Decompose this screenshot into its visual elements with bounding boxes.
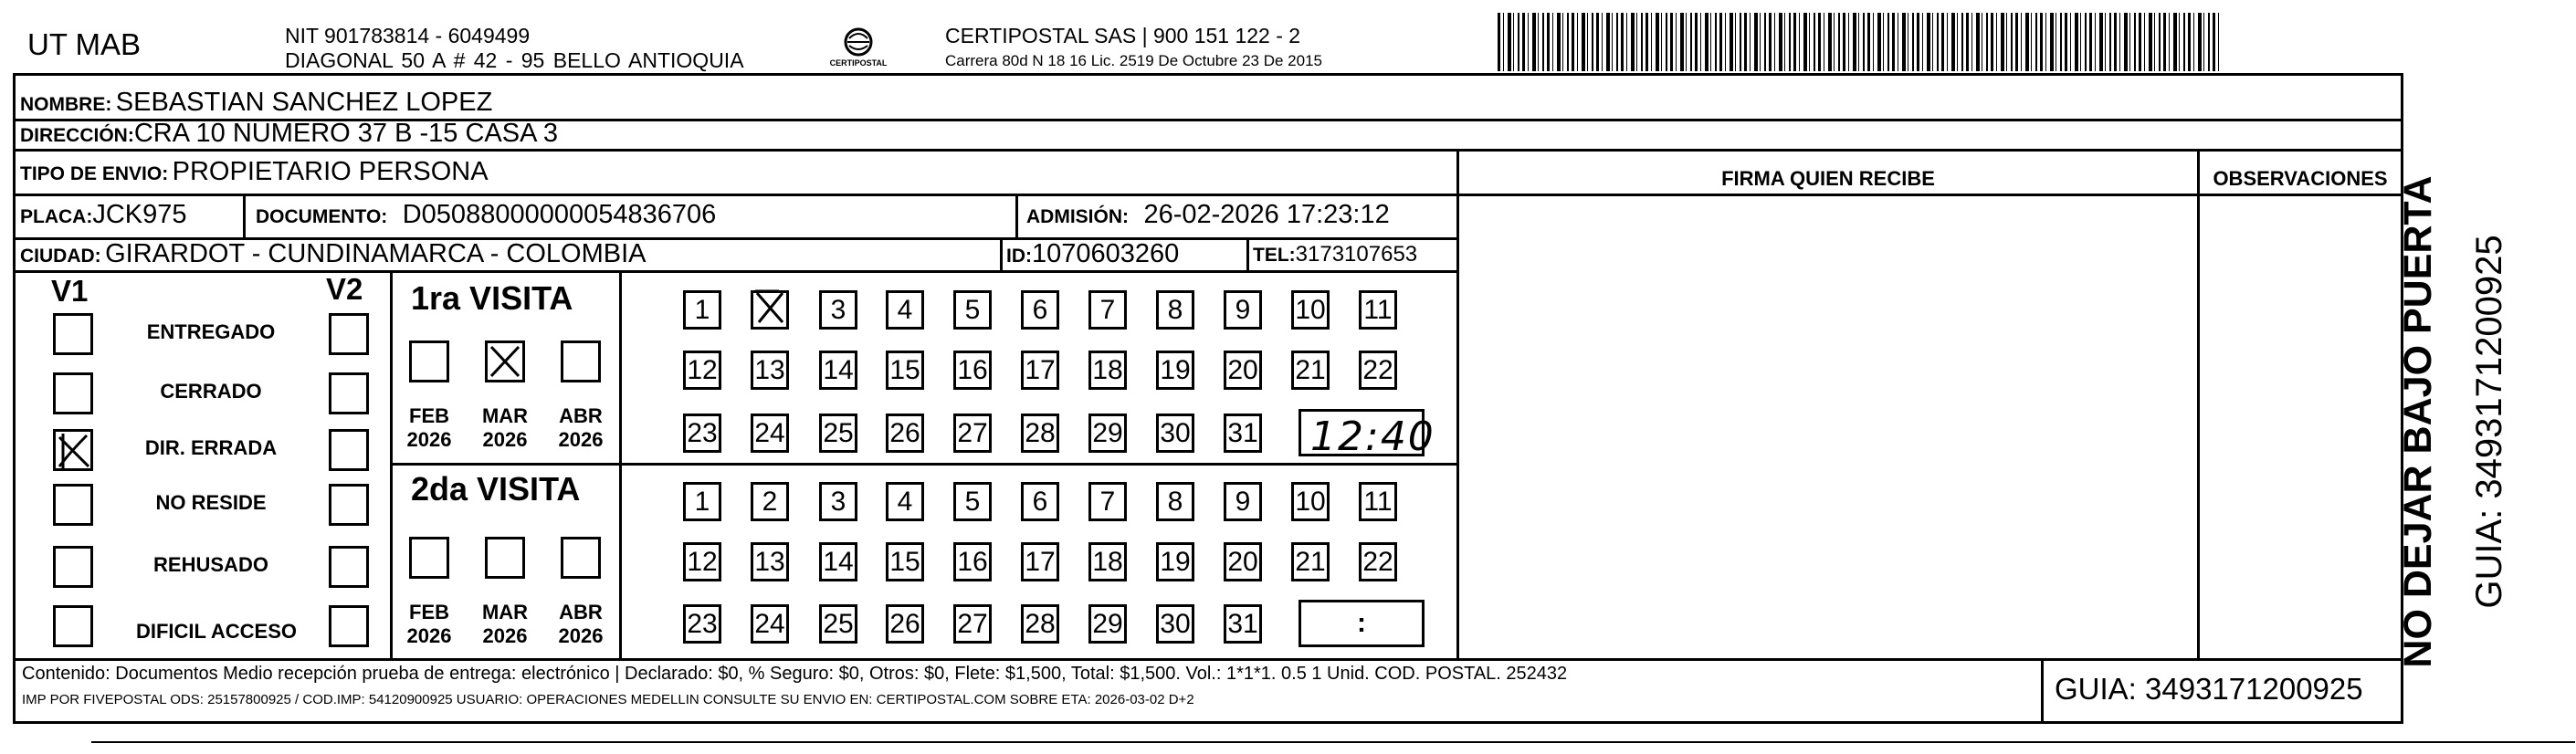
- document-value: D05088000000054836706: [402, 200, 717, 229]
- status-label: CERRADO: [160, 380, 262, 403]
- day-number: 1: [694, 295, 710, 325]
- v2-checkbox[interactable]: [329, 429, 369, 471]
- month-name: ABR: [559, 601, 603, 623]
- id-label: ID:: [1006, 246, 1032, 267]
- carrier-logo: [813, 26, 904, 71]
- side-guia: GUIA: 3493171200925: [2469, 235, 2509, 609]
- month-label: [478, 601, 532, 648]
- status-label: NO RESIDE: [155, 491, 267, 514]
- month-checkbox[interactable]: [561, 340, 601, 382]
- v2-checkbox[interactable]: [329, 372, 369, 414]
- day-number: 31: [1227, 609, 1258, 639]
- month-year: 2026: [558, 428, 604, 451]
- name-label: NOMBRE:: [20, 94, 112, 115]
- id-value: 1070603260: [1032, 239, 1180, 268]
- month-name: ABR: [559, 404, 603, 427]
- day-box[interactable]: [683, 542, 721, 581]
- v1-checkbox[interactable]: [53, 605, 93, 647]
- day-box[interactable]: [886, 351, 924, 390]
- day-number: 11: [1363, 295, 1393, 325]
- day-box[interactable]: [683, 604, 721, 644]
- day-number: 4: [897, 295, 913, 325]
- address-label: DIRECCIÓN:: [20, 125, 134, 146]
- month-label: [553, 601, 608, 648]
- day-number: 13: [754, 547, 785, 577]
- day-box[interactable]: [751, 604, 789, 644]
- day-box[interactable]: [953, 542, 992, 581]
- day-box[interactable]: [1359, 290, 1397, 330]
- day-number: 13: [754, 355, 785, 385]
- plate-value: JCK975: [92, 200, 187, 229]
- day-number: 6: [1032, 295, 1048, 325]
- day-box[interactable]: [953, 414, 992, 453]
- day-box[interactable]: [953, 351, 992, 390]
- month-checkbox[interactable]: [485, 537, 525, 579]
- logo-text: CERTIPOSTAL: [829, 58, 888, 68]
- v1-checkbox[interactable]: [53, 372, 93, 414]
- day-box[interactable]: [953, 604, 992, 644]
- month-checkbox[interactable]: [485, 340, 525, 382]
- day-box[interactable]: [1088, 351, 1127, 390]
- month-label: [553, 404, 608, 452]
- observations-header: OBSERVACIONES: [2213, 167, 2388, 190]
- day-box[interactable]: [751, 414, 789, 453]
- day-box[interactable]: [683, 290, 721, 330]
- day-box[interactable]: [751, 351, 789, 390]
- day-number: 5: [964, 487, 981, 517]
- day-box[interactable]: [1224, 482, 1262, 521]
- day-number: 24: [754, 609, 785, 639]
- day-box[interactable]: [819, 542, 857, 581]
- day-number: 21: [1295, 355, 1326, 385]
- day-number: 30: [1160, 418, 1191, 448]
- city-value: GIRARDOT - CUNDINAMARCA - COLOMBIA: [105, 239, 647, 268]
- day-box[interactable]: [1021, 351, 1059, 390]
- day-number: 8: [1167, 487, 1183, 517]
- v2-checkbox[interactable]: [329, 546, 369, 588]
- status-label: DIR. ERRADA: [144, 436, 278, 459]
- day-box[interactable]: [819, 290, 857, 330]
- day-number: 19: [1160, 355, 1191, 385]
- day-number: 27: [957, 418, 988, 448]
- month-year: 2026: [406, 624, 452, 647]
- day-box[interactable]: [886, 482, 924, 521]
- day-box[interactable]: [953, 482, 992, 521]
- day-number: 29: [1092, 609, 1123, 639]
- day-box[interactable]: [1291, 542, 1330, 581]
- day-box[interactable]: [819, 482, 857, 521]
- day-number: 3: [830, 295, 846, 325]
- v2-checkbox[interactable]: [329, 484, 369, 526]
- day-box[interactable]: [1224, 604, 1262, 644]
- month-year: 2026: [482, 428, 528, 451]
- day-number: 10: [1295, 487, 1326, 517]
- type-label: TIPO DE ENVIO:: [20, 163, 169, 184]
- visit1-title: 1ra VISITA: [411, 279, 573, 317]
- v2-label: V2: [326, 272, 363, 306]
- day-cross-mark-icon: [752, 288, 788, 328]
- v1-check-mark-icon: [56, 432, 92, 470]
- bottom-cut-line: [91, 741, 1461, 743]
- day-box[interactable]: [1224, 414, 1262, 453]
- day-number: 7: [1099, 295, 1116, 325]
- side-warning: NO DEJAR BAJO PUERTA: [2396, 175, 2440, 668]
- day-number: 5: [964, 295, 981, 325]
- day-box[interactable]: [1088, 414, 1127, 453]
- day-number: 17: [1025, 547, 1056, 577]
- month-name: FEB: [409, 601, 449, 623]
- carrier-name: CERTIPOSTAL SAS | 900 151 122 - 2: [945, 24, 1301, 47]
- day-number: 11: [1363, 487, 1393, 517]
- day-number: 15: [889, 547, 920, 577]
- footer-content: Contenido: Documentos Medio recepción prueba de entrega: electrónico | Declarado: $0, % Seguro: $0, Otros: $0, Flete: $1,500, Total: $1,500. Vol.: 1*1*1. 0.5 1 Unid. COD. POSTAL. 252432: [22, 664, 1568, 684]
- day-number: 12: [687, 355, 718, 385]
- day-box[interactable]: [751, 542, 789, 581]
- day-number: 4: [897, 487, 913, 517]
- day-number: 6: [1032, 487, 1048, 517]
- day-box[interactable]: [1021, 604, 1059, 644]
- day-number: 18: [1092, 355, 1123, 385]
- day-box[interactable]: [751, 290, 789, 330]
- day-box[interactable]: [1088, 542, 1127, 581]
- month-checkbox[interactable]: [409, 537, 449, 579]
- day-number: 23: [687, 418, 718, 448]
- day-box[interactable]: [1156, 542, 1194, 581]
- day-number: 20: [1227, 547, 1258, 577]
- recipient-address: CRA 10 NUMERO 37 B -15 CASA 3: [133, 119, 559, 148]
- day-box[interactable]: [886, 604, 924, 644]
- plate-label: PLACA:: [20, 206, 93, 227]
- day-box[interactable]: [886, 414, 924, 453]
- day-box[interactable]: [1359, 542, 1397, 581]
- month-name: MAR: [481, 601, 529, 623]
- day-box[interactable]: [1088, 482, 1127, 521]
- carrier-license: Carrera 80d N 18 16 Lic. 2519 De Octubre 23 De 2015: [945, 52, 1322, 69]
- day-box[interactable]: [1359, 351, 1397, 390]
- shipment-type: PROPIETARIO PERSONA: [172, 157, 489, 186]
- month-year: 2026: [482, 624, 528, 647]
- day-number: 17: [1025, 355, 1056, 385]
- day-box[interactable]: [1224, 351, 1262, 390]
- day-number: 7: [1099, 487, 1116, 517]
- day-box[interactable]: [1156, 604, 1194, 644]
- day-number: 15: [889, 355, 920, 385]
- status-label: ENTREGADO: [146, 320, 276, 343]
- day-number: 18: [1092, 547, 1123, 577]
- month-name: FEB: [409, 404, 449, 427]
- day-box[interactable]: [751, 482, 789, 521]
- day-number: 19: [1160, 547, 1191, 577]
- day-box[interactable]: [886, 542, 924, 581]
- day-box[interactable]: [1359, 482, 1397, 521]
- day-number: 25: [823, 418, 854, 448]
- day-number: 26: [889, 418, 920, 448]
- company-address: DIAGONAL 50 A # 42 - 95 BELLO ANTIOQUIA: [285, 48, 744, 72]
- day-number: 9: [1235, 487, 1251, 517]
- visit1-time: 12:40: [1310, 414, 1435, 460]
- day-number: 12: [687, 547, 718, 577]
- day-box[interactable]: [1021, 414, 1059, 453]
- day-box[interactable]: [819, 604, 857, 644]
- barcode: [1498, 13, 2219, 71]
- day-number: 3: [830, 487, 846, 517]
- day-number: 31: [1227, 418, 1258, 448]
- day-number: 14: [823, 547, 854, 577]
- month-check-mark-icon: [488, 343, 522, 380]
- day-box[interactable]: [886, 290, 924, 330]
- day-box[interactable]: [1156, 482, 1194, 521]
- company-nit: NIT 901783814 - 6049499: [285, 24, 531, 47]
- city-label: CIUDAD:: [20, 246, 101, 267]
- visit1-time-box[interactable]: [1299, 409, 1435, 460]
- month-year: 2026: [406, 428, 452, 451]
- day-number: 21: [1295, 547, 1326, 577]
- day-box[interactable]: [1224, 542, 1262, 581]
- admission-value: 26-02-2026 17:23:12: [1143, 200, 1390, 229]
- day-box[interactable]: [1021, 482, 1059, 521]
- month-checkbox[interactable]: [561, 537, 601, 579]
- month-year: 2026: [558, 624, 604, 647]
- day-number: 30: [1160, 609, 1191, 639]
- v1-checkbox[interactable]: [53, 546, 93, 588]
- company-name: UT MAB: [27, 27, 142, 61]
- bottom-cut-line-right: [1452, 741, 2575, 743]
- day-number: 16: [957, 355, 988, 385]
- day-number: 20: [1227, 355, 1258, 385]
- day-box[interactable]: [1156, 414, 1194, 453]
- admission-label: ADMISIÓN:: [1026, 206, 1129, 227]
- month-label: [402, 404, 457, 452]
- v1-checkbox[interactable]: [53, 313, 93, 355]
- day-number: 27: [957, 609, 988, 639]
- visit2-time: :: [1357, 608, 1366, 638]
- visit2-time-box[interactable]: [1299, 600, 1425, 647]
- month-name: MAR: [481, 404, 529, 427]
- day-box[interactable]: [1021, 542, 1059, 581]
- day-number: 29: [1092, 418, 1123, 448]
- v2-checkbox[interactable]: [329, 313, 369, 355]
- day-box[interactable]: [953, 290, 992, 330]
- day-number: 26: [889, 609, 920, 639]
- v2-checkbox[interactable]: [329, 605, 369, 647]
- v1-checkbox[interactable]: [53, 429, 93, 471]
- day-box[interactable]: [1291, 482, 1330, 521]
- month-label: [402, 601, 457, 648]
- month-label: [478, 404, 532, 452]
- day-number: 22: [1362, 547, 1393, 577]
- tel-label: TEL:: [1253, 245, 1296, 266]
- v1-checkbox[interactable]: [53, 484, 93, 526]
- day-number: 9: [1235, 295, 1251, 325]
- tel-value: 3173107653: [1295, 242, 1418, 267]
- day-number: 2: [762, 487, 778, 517]
- day-box[interactable]: [1156, 351, 1194, 390]
- day-number: 25: [823, 609, 854, 639]
- day-box[interactable]: [1291, 351, 1330, 390]
- day-number: 22: [1362, 355, 1393, 385]
- day-box[interactable]: [1088, 290, 1127, 330]
- day-box[interactable]: [1156, 290, 1194, 330]
- signature-header: FIRMA QUIEN RECIBE: [1721, 167, 1935, 190]
- day-box[interactable]: [1088, 604, 1127, 644]
- document-label: DOCUMENTO:: [256, 206, 388, 227]
- day-box[interactable]: [1291, 290, 1330, 330]
- footer-imp: IMP POR FIVEPOSTAL ODS: 25157800925 / COD.IMP: 54120900925 USUARIO: OPERACIONES MEDELLIN CONSULTE SU ENVIO EN: CERTIPOSTAL.COM SOBRE ETA: 2026-03-02 D+2: [22, 692, 1194, 707]
- recipient-name: SEBASTIAN SANCHEZ LOPEZ: [115, 88, 493, 117]
- month-checkbox[interactable]: [409, 340, 449, 382]
- visit2-title: 2da VISITA: [411, 470, 581, 508]
- day-number: 8: [1167, 295, 1183, 325]
- day-box[interactable]: [819, 414, 857, 453]
- day-number: 28: [1025, 609, 1056, 639]
- v1-label: V1: [51, 274, 89, 308]
- status-label: DIFICIL ACCESO: [135, 620, 297, 643]
- day-box[interactable]: [819, 351, 857, 390]
- day-number: 24: [754, 418, 785, 448]
- day-number: 16: [957, 547, 988, 577]
- day-number: 23: [687, 609, 718, 639]
- status-label: REHUSADO: [153, 553, 268, 576]
- day-number: 1: [694, 487, 710, 517]
- day-box[interactable]: [1224, 290, 1262, 330]
- day-number: 28: [1025, 418, 1056, 448]
- day-number: 14: [823, 355, 854, 385]
- day-box[interactable]: [683, 414, 721, 453]
- day-box[interactable]: [1021, 290, 1059, 330]
- footer-guia: GUIA: 3493171200925: [2055, 672, 2363, 706]
- day-number: 10: [1295, 295, 1326, 325]
- day-box[interactable]: [683, 482, 721, 521]
- day-box[interactable]: [683, 351, 721, 390]
